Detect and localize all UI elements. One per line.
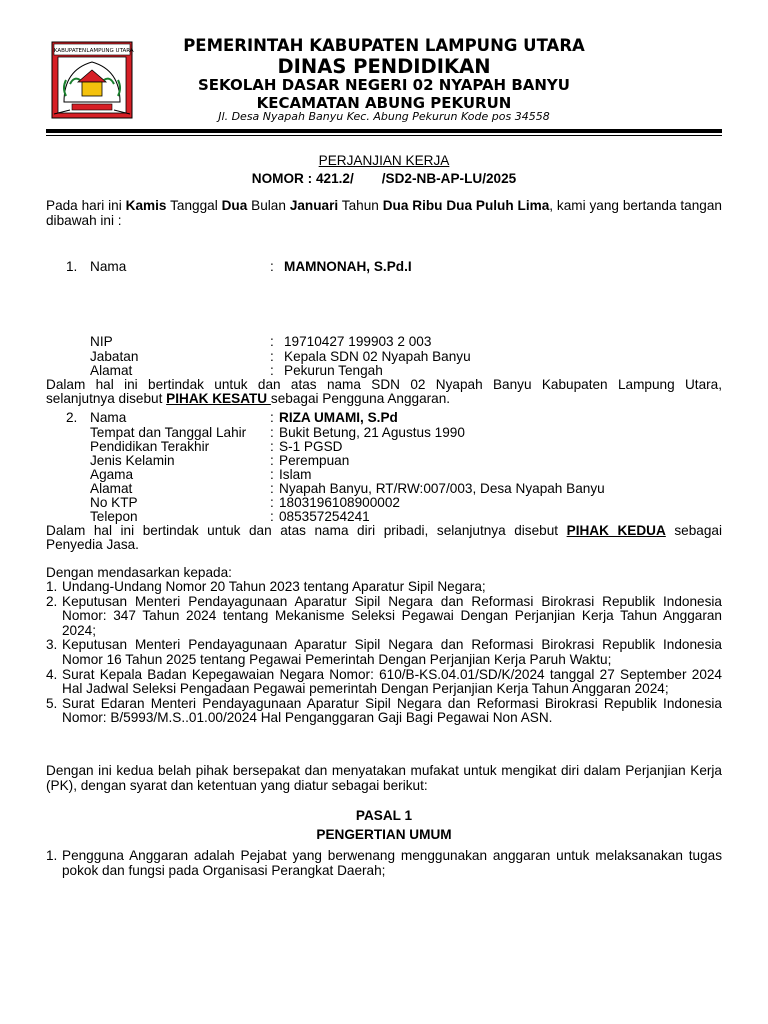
opening-text-2: Tanggal	[166, 198, 222, 213]
list-item: 2. Keputusan Menteri Pendayagunaan Aparatur Sipil Negara dan Reformasi Birokrasi Republik Indonesia Nomor: 347 Tahun 2024 tentang Mekanisme Seleksi Pegawai Dengan Perjanjian Kerja Tahun Anggaran 2024;	[46, 593, 722, 638]
field-label: Jabatan	[90, 349, 139, 364]
opening-text-4: Tahun	[338, 198, 383, 213]
field-label: No KTP	[90, 495, 138, 510]
party2-birth-row: Tempat dan Tanggal Lahir : Bukit Betung, 21 Agustus 1990	[90, 425, 465, 440]
document-number	[46, 172, 722, 187]
party1-name-row: 1. Nama : MAMNONAH, S.Pd.I	[66, 259, 412, 274]
list-item: 4. Surat Kepala Badan Kepegawaian Negara Nomor: 610/B-KS.04.01/SD/K/2024 tanggal 27 September 2024 Hal Jadwal Seleksi Pengadaan Pegawai pemerintah Dengan Perjanjian Kerja Tahun Anggaran 2024;	[46, 666, 722, 697]
party2-name-row: 2. Nama : RIZA UMAMI, S.Pd	[66, 410, 398, 425]
field-label: NIP	[90, 334, 113, 349]
letterhead-thick-rule	[46, 129, 722, 133]
basis-list	[46, 580, 722, 726]
opening-year: Dua Ribu Dua Puluh Lima	[382, 198, 550, 213]
field-label: Nama	[90, 259, 127, 274]
opening-date: Dua	[221, 198, 248, 213]
field-label: Alamat	[90, 481, 133, 496]
agreement-paragraph: Dengan ini kedua belah pihak bersepakat dan menyatakan mufakat untuk mengikat diri dalam Perjanjian Kerja (PK), dengan syarat dan ketentuan yang diatur sebagai berikut:	[46, 763, 722, 793]
party1-closing-role-text: sebagai Pengguna Anggaran.	[270, 391, 451, 406]
field-value: Bukit Betung, 21 Agustus 1990	[279, 425, 465, 440]
letterhead-thin-rule	[46, 135, 722, 136]
logo-text-left: KABUPATEN	[53, 48, 87, 54]
list-item: 1. Pengguna Anggaran adalah Pejabat yang berwenang menggunakan anggaran untuk melaksanakan tugas pokok dan fungsi pada Organisasi Perangkat Daerah;	[46, 848, 722, 878]
field-value: Nyapah Banyu, RT/RW:007/003, Desa Nyapah Banyu	[279, 481, 605, 496]
field-label: Tempat dan Tanggal Lahir	[90, 425, 247, 440]
field-value: Pekurun Tengah	[284, 363, 383, 378]
lampung-utara-emblem-icon	[50, 40, 134, 120]
party1-number: 1.	[66, 259, 78, 274]
party2-closing-text: Dalam hal ini bertindak untuk dan atas nama diri pribadi, selanjutnya disebut	[46, 523, 567, 538]
logo-text-right: LAMPUNG UTARA	[86, 48, 134, 54]
party2-idcard-row: No KTP : 1803196108900002	[90, 495, 400, 510]
opening-paragraph	[46, 199, 722, 228]
field-value: S-1 PGSD	[279, 439, 343, 454]
party2-closing-role-text: sebagai	[665, 523, 723, 538]
field-value: 085357254241	[279, 509, 370, 524]
document-number-suffix: /SD2-NB-AP-LU/2025	[381, 171, 517, 186]
letterhead-department: DINAS PENDIDIKAN	[277, 55, 491, 78]
letterhead-district: KECAMATAN ABUNG PEKURUN	[256, 94, 512, 112]
field-value: Islam	[279, 467, 312, 482]
party1-closing-line2	[46, 392, 722, 407]
opening-month: Januari	[289, 198, 339, 213]
field-label: Telepon	[90, 509, 138, 524]
field-value: Kepala SDN 02 Nyapah Banyu	[284, 349, 471, 364]
party1-closing-line1: Dalam hal ini bertindak untuk dan atas nama SDN 02 Nyapah Banyu Kabupaten Lampung Utara,	[46, 377, 722, 392]
field-value: MAMNONAH, S.Pd.I	[284, 259, 412, 274]
letterhead-government: PEMERINTAH KABUPATEN LAMPUNG UTARA	[183, 36, 585, 55]
pasal1-heading: PASAL 1	[355, 808, 413, 823]
party2-religion-row: Agama : Islam	[90, 467, 312, 482]
field-value: RIZA UMAMI, S.Pd	[279, 410, 398, 425]
opening-text-3: Bulan	[247, 198, 290, 213]
pasal1-list	[46, 849, 722, 878]
document-number-label: NOMOR : 421.2/	[251, 171, 354, 186]
field-label: Pendidikan Terakhir	[90, 439, 210, 454]
field-value: 1803196108900002	[279, 495, 400, 510]
field-label: Agama	[90, 467, 134, 482]
field-value: 19710427 199903 2 003	[284, 334, 432, 349]
field-label: Alamat	[90, 363, 133, 378]
party2-address-row: Alamat : Nyapah Banyu, RT/RW:007/003, Desa Nyapah Banyu	[90, 481, 605, 496]
letterhead-school: SEKOLAH DASAR NEGERI 02 NYAPAH BANYU	[198, 76, 570, 94]
list-item: 1. Undang-Undang Nomor 20 Tahun 2023 tentang Aparatur Sipil Negara;	[46, 579, 486, 594]
field-label: Nama	[90, 410, 127, 425]
list-item: 3. Keputusan Menteri Pendayagunaan Aparatur Sipil Negara dan Reformasi Birokrasi Republik Indonesia Nomor 16 Tahun 2025 tentang Pegawai Pemerintah Dengan Perjanjian Kerja Paruh Waktu;	[46, 637, 722, 667]
party2-closing-line2: Penyedia Jasa.	[46, 537, 139, 552]
party2-phone-row: Telepon : 085357254241	[90, 509, 370, 524]
party1-closing-text: selanjutnya disebut	[46, 391, 167, 406]
party1-role: PIHAK KESATU	[166, 391, 271, 406]
party2-gender-row: Jenis Kelamin : Perempuan	[90, 453, 350, 468]
document-title: PERJANJIAN KERJA	[318, 153, 450, 168]
party2-education-row: Pendidikan Terakhir : S-1 PGSD	[90, 439, 343, 454]
party1-position-row: Jabatan : Kepala SDN 02 Nyapah Banyu	[90, 349, 471, 364]
opening-text-5: , kami yang bertanda tangan dibawah ini :	[46, 198, 722, 228]
party2-number: 2.	[66, 410, 78, 425]
party1-address-row: Alamat : Pekurun Tengah	[90, 363, 383, 378]
party1-nip-row: NIP : 19710427 199903 2 003	[90, 334, 432, 349]
party2-role: PIHAK KEDUA	[566, 523, 666, 538]
letterhead-address: Jl. Desa Nyapah Banyu Kec. Abung Pekurun Kode pos 34558	[218, 110, 550, 123]
pasal1-subheading: PENGERTIAN UMUM	[316, 827, 452, 842]
party2-closing-line1	[46, 524, 722, 539]
basis-intro: Dengan mendasarkan kepada:	[46, 565, 232, 580]
opening-day: Kamis	[125, 198, 167, 213]
field-label: Jenis Kelamin	[90, 453, 175, 468]
opening-text-1: Pada hari ini	[46, 198, 126, 213]
list-item: 5. Surat Edaran Menteri Pendayagunaan Aparatur Sipil Negara dan Reformasi Birokrasi Republik Indonesia Nomor: B/5993/M.S..01.00/2024 Hal Penganggaran Gaji Bagi Pegawai Non ASN.	[46, 695, 722, 726]
field-value: Perempuan	[279, 453, 350, 468]
